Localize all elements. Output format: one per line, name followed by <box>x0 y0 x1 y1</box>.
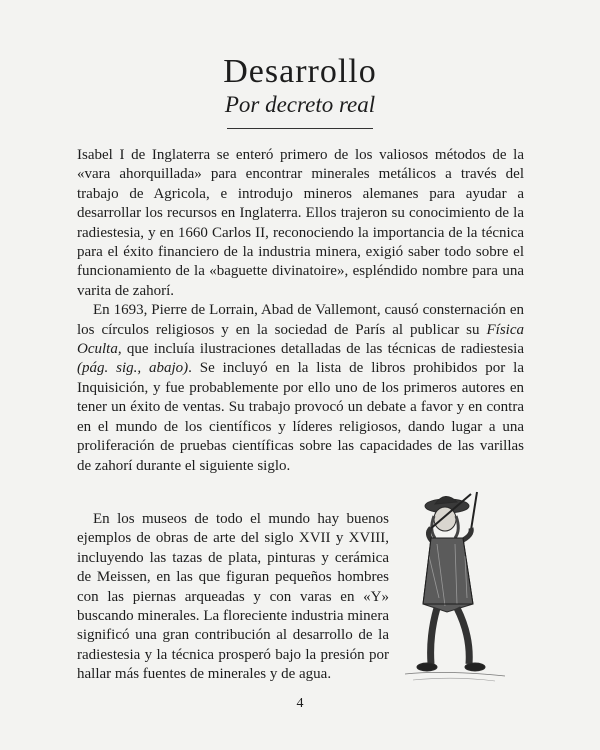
dowser-engraving-icon <box>385 486 535 691</box>
side-text <box>77 510 389 685</box>
book-title-fisica-oculta: Física Oculta <box>77 321 524 358</box>
paragraph-2 <box>77 301 524 476</box>
page-reference: (pág. sig., abajo) <box>77 360 189 377</box>
main-text <box>77 146 524 476</box>
paragraph-1: Isabel I de Inglaterra se enteró primero de los valiosos métodos de la «vara ahorquillada» para encontrar minerales metálicos a través del trabajo de Agricola, e introdujo mineros alemanes para ayudar a desarrollar los recursos en Inglaterra. Ellos trajeron su conocimiento de la radiestesia, y en 1660 Carlos II, reconociendo la importancia de la técnica para el éxito financiero de la industria minera, exigió saber todo sobre el funcionamiento de la «baguette divinatoire», espléndido nombre para una varita de zahorí. <box>77 147 524 299</box>
paragraph-3: En los museos de todo el mundo hay buenos ejemplos de obras de arte del siglo XVII y XVIII, incluyendo las tazas de plata, pinturas y cerámica de Meissen, en las que figuran pequeños hombres con las piernas arqueadas y con varas en «Y» buscando minerales. La floreciente industria minera significó una gran contribución al desarrollo de la radiestesia y la técnica prosperó bajo la presión por hallar más fuentes de minerales y de agua. <box>77 511 389 683</box>
page-subtitle: Por decreto real <box>224 92 376 117</box>
paragraph-2-part-c: . Se incluyó en la lista de libros prohibidos por la Inquisición, y fue probablemente por ello uno de los primeros autores en tener un éxito de ventas. Su trabajo provocó un debate a favor y en contra en el mundo de los científicos y líderes religiosos, dando lugar a una proliferación de pruebas científicas sobre las capacidades de las varillas de zahorí durante el siguiente siglo. <box>77 360 524 474</box>
page-number: 4 <box>296 696 304 711</box>
paragraph-2-part-b: , que incluía ilustraciones detalladas de las técnicas de radiestesia <box>117 341 524 358</box>
page-title: Desarrollo <box>223 53 377 90</box>
paragraph-2-part-a: En 1693, Pierre de Lorrain, Abad de Vallemont, causó consternación en los círculos religiosos y en la sociedad de París al publicar su <box>77 302 524 338</box>
title-divider <box>227 128 373 129</box>
